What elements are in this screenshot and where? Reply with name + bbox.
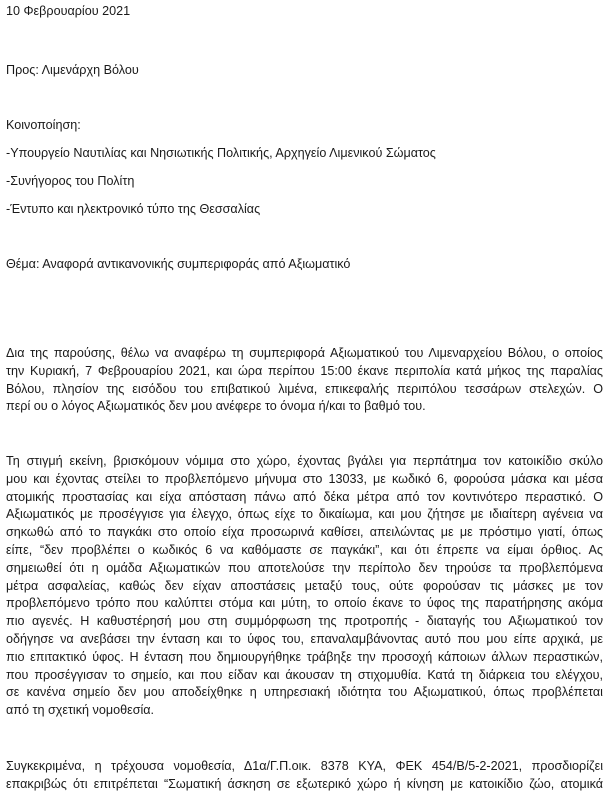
paragraph-line: σηκωθώ από το παγκάκι στο οποίο είχα προσωρινά καθίσει, απειλώντας με με πρόστιμο γιατί, όπως [6, 525, 603, 540]
paragraph-line: ατομικής προστασίας και είχα απόσταση πάνω από δέκα μέτρα από τον κοντινότερο περαστικό. Ο [6, 489, 603, 504]
paragraph-line: είπε, “δεν προβλέπει ο κωδικός 6 να καθόμαστε σε παγκάκι”, και ότι έπρεπε να είμαι όρθιος. Ας [6, 542, 603, 557]
paragraph-line: Βόλου, πλησίον της εισόδου του επιβατικού λιμένα, επικεφαλής περιπόλου τεσσάρων στελεχών. Ο [6, 381, 603, 396]
letter-date: 10 Φεβρουαρίου 2021 [6, 4, 131, 18]
paragraph-line: οδήγησε να ανεβάσει την ένταση και το ύφος του, επαναλαμβάνοντας αυτό που μου είπε αρχικά, με [6, 631, 603, 646]
paragraph-line: Αξιωματικός με προσέγγισε για έλεγχο, όπως είχε το δικαίωμα, και μου ζήτησε με ιδιαίτερη αγένεια να [6, 507, 603, 522]
paragraph-legislation [6, 758, 603, 794]
cc-label: Κοινοποίηση: [6, 118, 81, 132]
paragraph-line: την Κυριακή, 7 Φεβρουαρίου 2021, και ώρα περίπου 15:00 έκανε περιπολία κατά μήκος της παραλίας [6, 363, 603, 378]
paragraph-line: μου και έχοντας στείλει το προβλεπόμενο μήνυμα στο 13033, με κωδικό 6, φορούσα μάσκα και μέσα [6, 471, 603, 486]
paragraph-line: επακριβώς ότι επιτρέπεται “Σωματική άσκηση σε εξωτερικό χώρο ή κίνηση με κατοικίδιο ζώο, ατομικά [6, 776, 603, 791]
paragraph-line: που προσέγγισαν το σημείο, και που είδαν και άκουσαν τη στιχομυθία. Κατά τη διάρκεια του ελέγχου, [6, 667, 603, 682]
paragraph-line: μέτρα ασφαλείας, καθώς δεν είχαν αποστάσεις μεταξύ τους, ούτε φορούσαν τις μάσκες με τον [6, 578, 603, 593]
cc-item-press: -Έντυπο και ηλεκτρονικό τύπο της Θεσσαλίας [6, 202, 261, 216]
paragraph-line: προβλεπόμενο τρόπο που καλύπτει στόμα και μύτη, το οποίο έκανε το ύφος της παρατήρησης ακόμα [6, 596, 603, 611]
letter-subject: Θέμα: Αναφορά αντικανονικής συμπεριφοράς από Αξιωματικό [6, 257, 351, 271]
paragraph-intro [6, 345, 603, 416]
paragraph-line: Τη στιγμή εκείνη, βρισκόμουν νόμιμα στο χώρο, έχοντας βγάλει για περπάτημα τον κατοικίδιο σκύλο [6, 454, 603, 468]
paragraph-line: από τη σχετική νομοθεσία. [6, 703, 155, 718]
paragraph-incident [6, 453, 603, 720]
paragraph-line: πιο αγενές. Η καθυστέρησή μου στη συμμόρφωση της προτροπής - διαταγής του Αξιωματικού τον [6, 614, 603, 629]
paragraph-line: περί ου ο λόγος Αξιωματικός δεν μου ανέφερε το όνομα ή/και το βαθμό του. [6, 399, 426, 414]
paragraph-line: Δια της παρούσης, θέλω να αναφέρω τη συμπεριφορά Αξιωματικού του Λιμεναρχείου Βόλου, ο οποίος [6, 346, 603, 360]
paragraph-line: σε κανένα σημείο δεν μου αποδείχθηκε η υπηρεσιακή ιδιότητα του Αξιωματικού, όπως προβλέπεται [6, 685, 603, 700]
cc-item-ministry: -Υπουργείο Ναυτιλίας και Νησιωτικής Πολιτικής, Αρχηγείο Λιμενικού Σώματος [6, 146, 436, 160]
letter-recipient: Προς: Λιμενάρχη Βόλου [6, 63, 139, 77]
paragraph-line: πιο επιτακτικό ύφος. Η ένταση που δημιουργήθηκε τράβηξε την προσοχή κάποιων άλλων περαστικών, [6, 649, 603, 664]
paragraph-line: Συγκεκριμένα, η τρέχουσα νομοθεσία, Δ1α/Γ.Π.οικ. 8378 ΚΥΑ, ΦΕΚ 454/Β/5-2-2021, προσδιορίζει [6, 759, 603, 773]
paragraph-line: σημειωθεί ότι η ομάδα Αξιωματικών που αποτελούσε την περίπολο δεν τηρούσε τα προβλεπόμενα [6, 560, 603, 575]
cc-item-ombudsman: -Συνήγορος του Πολίτη [6, 174, 135, 188]
